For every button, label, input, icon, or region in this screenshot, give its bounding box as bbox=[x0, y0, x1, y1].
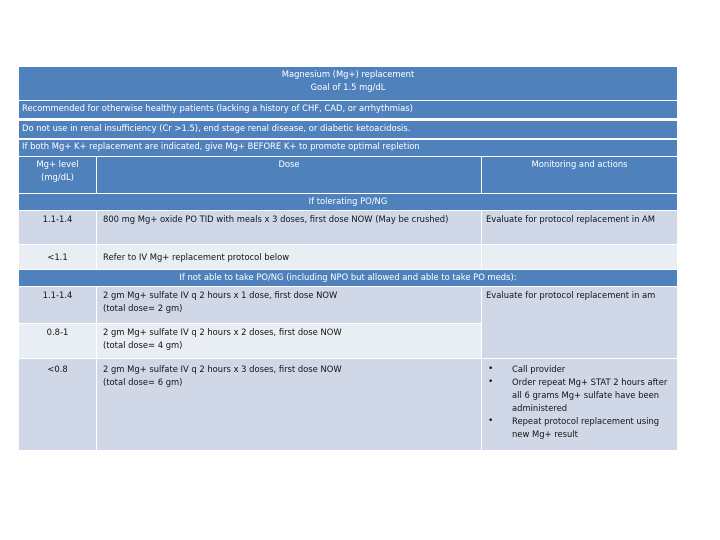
note-row bbox=[19, 121, 677, 138]
dose-text: 2 gm Mg+ sulfate IV q 2 hours x 3 doses, first dose NOW bbox=[103, 364, 342, 374]
level-value: <0.8 bbox=[47, 364, 68, 374]
iv-row-1-dose bbox=[97, 287, 481, 323]
note-text: Do not use in renal insufficiency (Cr >1.5), end stage renal disease, or diabetic ketoacidosis. bbox=[22, 123, 411, 133]
note-text: Recommended for otherwise healthy patients (lacking a history of CHF, CAD, or arrhythmias) bbox=[22, 103, 413, 113]
section-po-label: If tolerating PO/NG bbox=[308, 196, 388, 206]
header-level-line-1: Mg+ level bbox=[36, 159, 79, 169]
total-dose-text: (total dose= 4 gm) bbox=[103, 340, 183, 350]
table-title bbox=[19, 67, 677, 100]
dose-text: Refer to IV Mg+ replacement protocol below bbox=[103, 252, 290, 262]
action-item: • Call provider bbox=[484, 363, 671, 376]
header-monitoring bbox=[482, 157, 677, 193]
level-value: 0.8-1 bbox=[46, 327, 69, 337]
action-item: • Repeat protocol replacement using new Mg+ result bbox=[484, 415, 671, 441]
header-level-line-2: (mg/dL) bbox=[41, 172, 74, 182]
total-dose-text: (total dose= 6 gm) bbox=[103, 377, 183, 387]
total-dose-text: (total dose= 2 gm) bbox=[103, 303, 183, 313]
section-iv-label: If not able to take PO/NG (including NPO but allowed and able to take PO meds): bbox=[179, 272, 517, 282]
action-item: • Order repeat Mg+ STAT 2 hours after all 6 grams Mg+ sulfate have been administered bbox=[484, 376, 671, 415]
header-dose-label: Dose bbox=[278, 159, 300, 169]
note-row bbox=[19, 140, 677, 156]
level-value: <1.1 bbox=[47, 252, 68, 262]
monitoring-text: Evaluate for protocol replacement in AM bbox=[486, 214, 656, 224]
header-level bbox=[19, 157, 96, 193]
dose-text: 2 gm Mg+ sulfate IV q 2 hours x 2 doses, first dose NOW bbox=[103, 327, 342, 337]
note-text: If both Mg+ K+ replacement are indicated, give Mg+ BEFORE K+ to promote optimal repletion bbox=[22, 141, 420, 151]
section-iv-banner bbox=[19, 270, 677, 286]
title-line-1: Magnesium (Mg+) replacement bbox=[281, 69, 415, 79]
note-row bbox=[19, 101, 677, 118]
iv-row-3-actions bbox=[482, 359, 677, 450]
header-dose bbox=[97, 157, 481, 193]
iv-row-1-monitoring bbox=[482, 287, 677, 358]
action-list bbox=[484, 363, 671, 441]
dose-text: 800 mg Mg+ oxide PO TID with meals x 3 doses, first dose NOW (May be crushed) bbox=[103, 214, 449, 224]
dose-text: 2 gm Mg+ sulfate IV q 2 hours x 1 dose, first dose NOW bbox=[103, 290, 338, 300]
section-po-banner bbox=[19, 194, 677, 210]
po-row-1-level bbox=[19, 211, 96, 244]
po-row-2-dose bbox=[97, 245, 481, 269]
iv-row-1-level bbox=[19, 287, 96, 323]
header-monitoring-label: Monitoring and actions bbox=[531, 159, 628, 169]
iv-row-2-dose bbox=[97, 324, 481, 358]
iv-row-3-dose bbox=[97, 359, 481, 450]
po-row-1-monitoring bbox=[482, 211, 677, 244]
level-value: 1.1-1.4 bbox=[42, 214, 73, 224]
level-value: 1.1-1.4 bbox=[42, 290, 73, 300]
iv-row-3-level bbox=[19, 359, 96, 450]
po-row-2-level bbox=[19, 245, 96, 269]
po-row-1-dose bbox=[97, 211, 481, 244]
iv-row-2-level bbox=[19, 324, 96, 358]
monitoring-text: Evaluate for protocol replacement in am bbox=[486, 290, 656, 300]
po-row-2-monitoring bbox=[482, 245, 677, 269]
title-line-2: Goal of 1.5 mg/dL bbox=[310, 82, 386, 92]
